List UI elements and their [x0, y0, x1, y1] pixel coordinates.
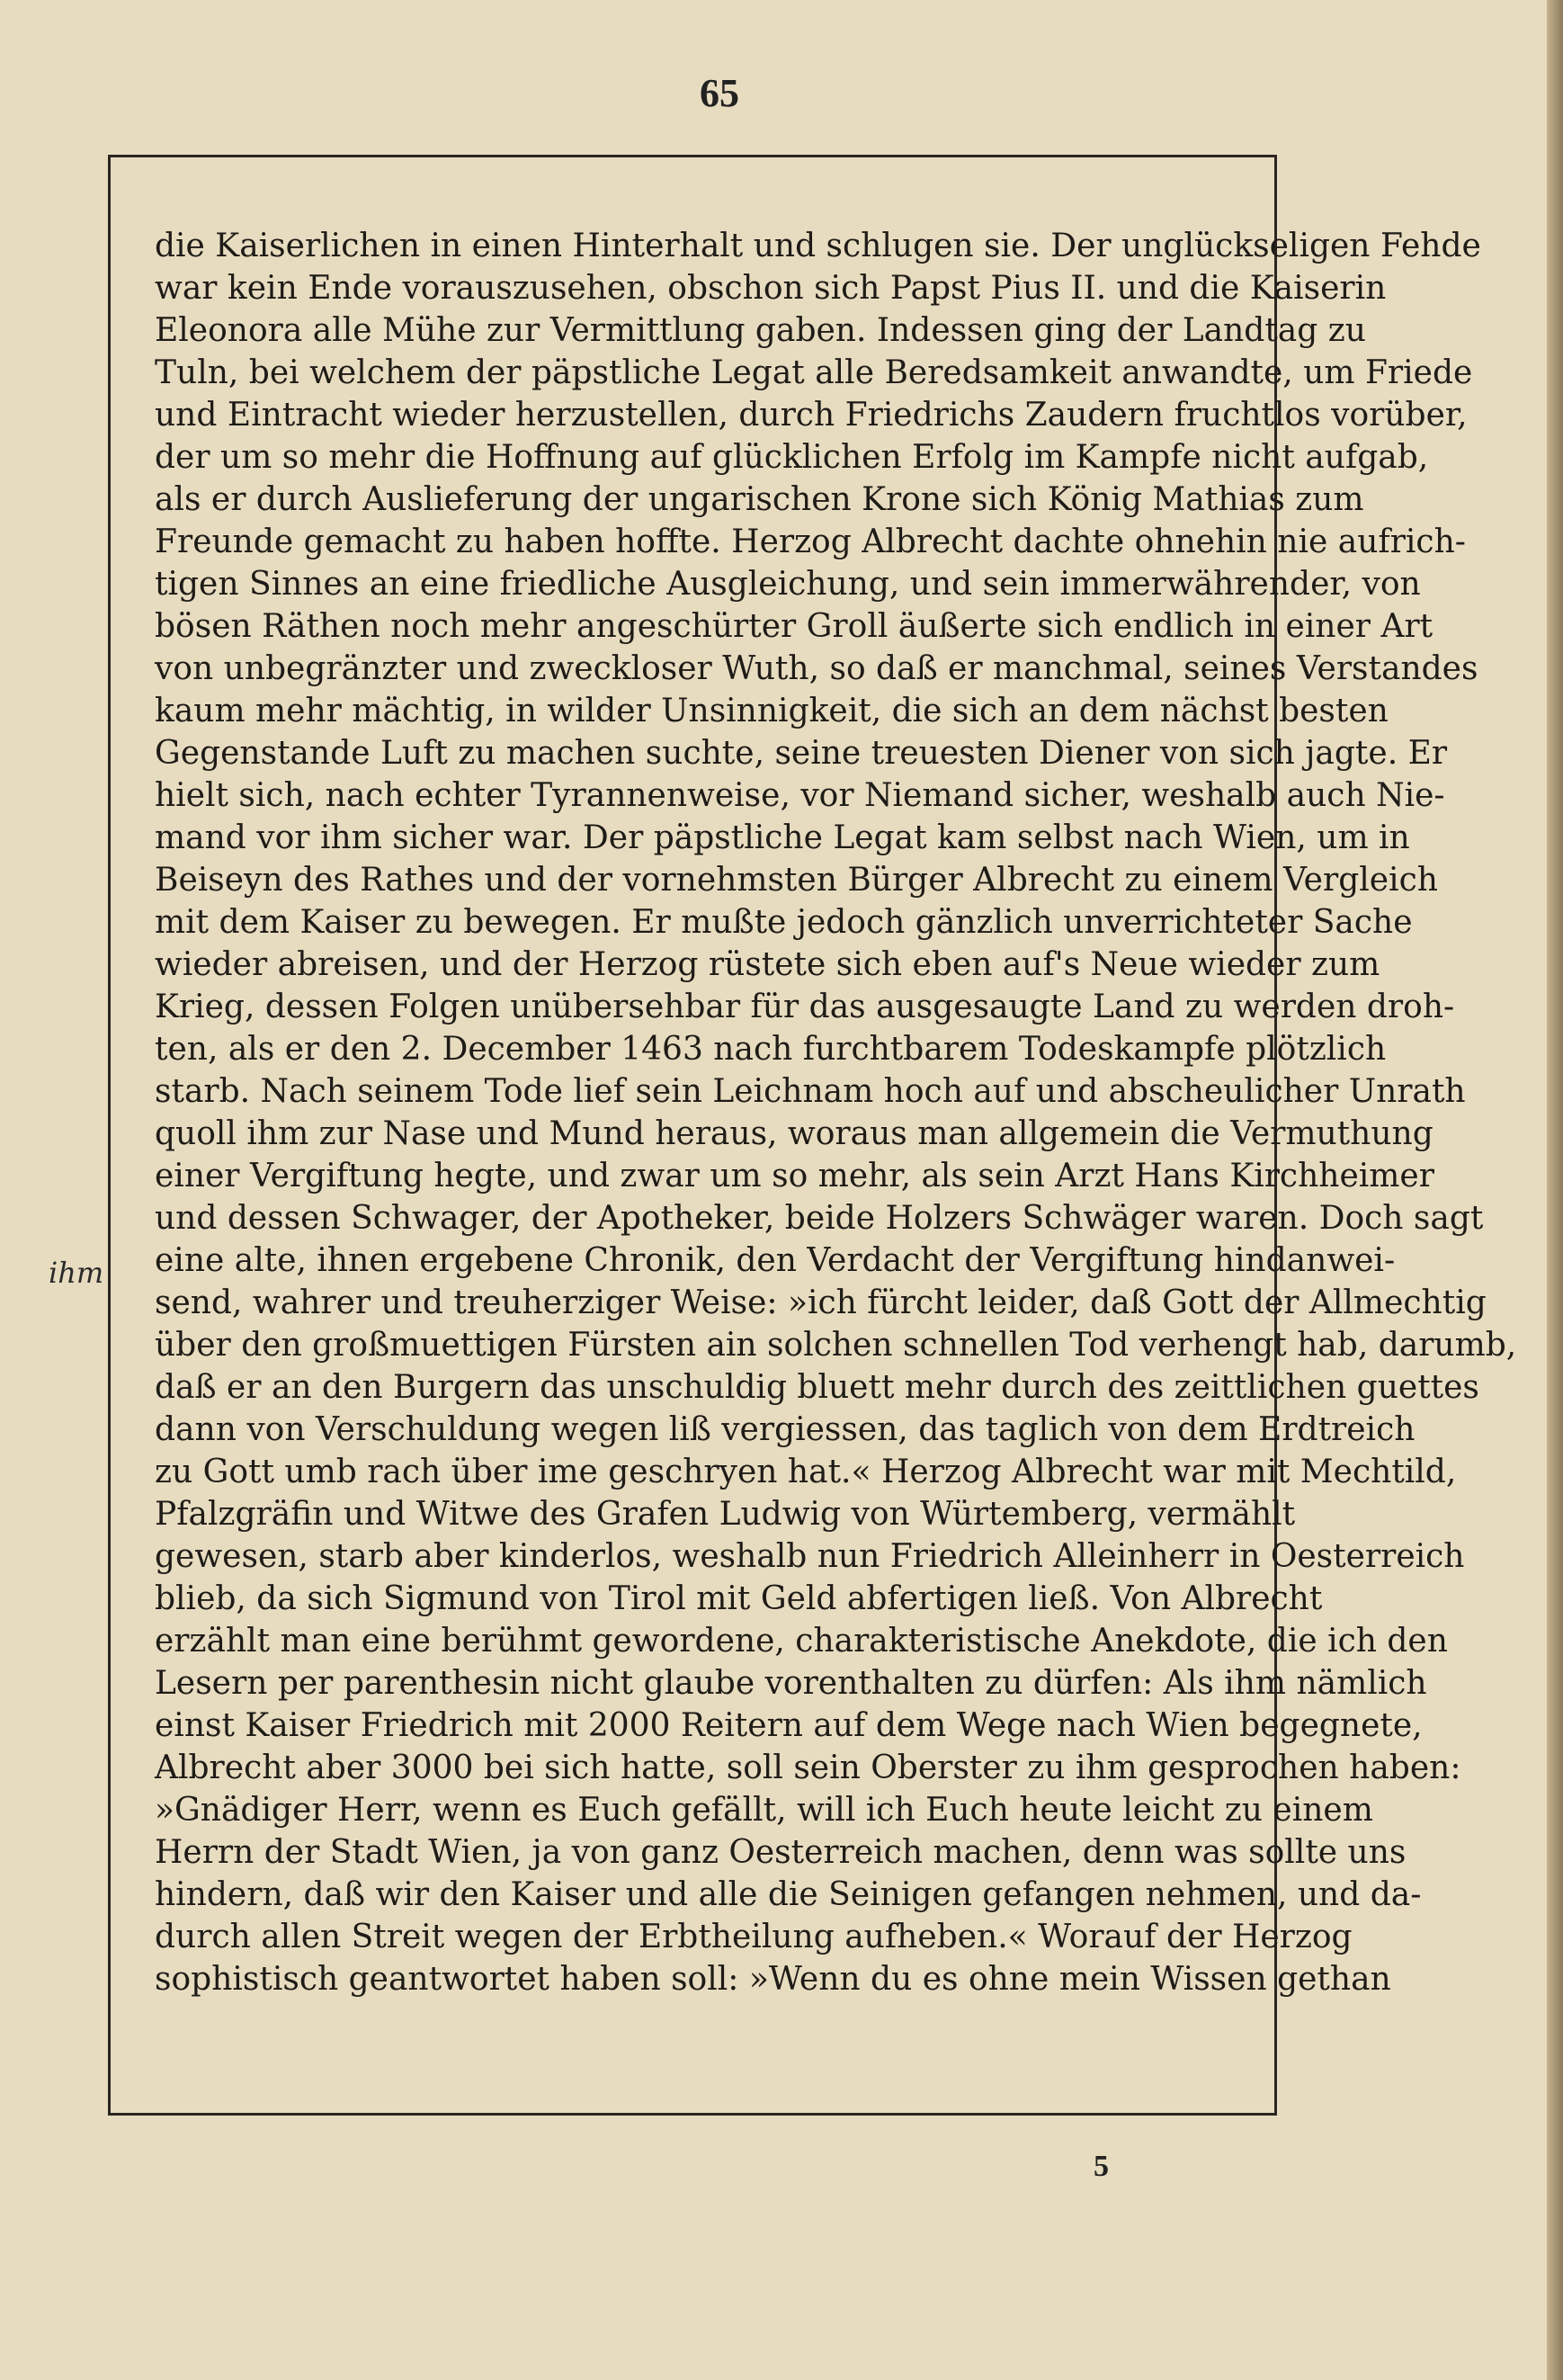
text-line: hindern, daß wir den Kaiser und alle die Seinigen gefangen nehmen, und da- [155, 1876, 1422, 1913]
text-line: »Gnädiger Herr, wenn es Euch gefällt, will ich Euch heute leicht zu einem [155, 1792, 1373, 1829]
text-line: Gegenstande Luft zu machen suchte, seine treuesten Diener von sich jagte. Er [155, 735, 1448, 772]
text-line: bösen Räthen noch mehr angeschürter Groll äußerte sich endlich in einer Art [155, 608, 1433, 645]
text-line: quoll ihm zur Nase und Mund heraus, woraus man allgemein die Vermuthung [155, 1115, 1433, 1152]
text-line: einer Vergiftung hegte, und zwar um so mehr, als sein Arzt Hans Kirchheimer [155, 1158, 1434, 1194]
text-line: Herrn der Stadt Wien, ja von ganz Oesterreich machen, denn was sollte uns [155, 1834, 1407, 1871]
text-line: Lesern per parenthesin nicht glaube vorenthalten zu dürfen: Als ihm nämlich [155, 1665, 1427, 1702]
text-line: der um so mehr die Hoffnung auf glücklichen Erfolg im Kampfe nicht aufgab, [155, 439, 1429, 476]
text-line: sophistisch geantwortet haben soll: »Wenn du es ohne mein Wissen gethan [155, 1961, 1391, 1998]
text-line: zu Gott umb rach über ime geschryen hat.« Herzog Albrecht war mit Mechtild, [155, 1454, 1457, 1490]
text-line: wieder abreisen, und der Herzog rüstete sich eben auf's Neue wieder zum [155, 946, 1380, 983]
text-line: Eleonora alle Mühe zur Vermittlung gaben. Indessen ging der Landtag zu [155, 312, 1366, 349]
text-line: die Kaiserlichen in einen Hinterhalt und schlugen sie. Der unglückseligen Fehde [155, 228, 1481, 264]
text-line: tigen Sinnes an eine friedliche Ausgleichung, und sein immerwährender, von [155, 566, 1421, 603]
text-line: dann von Verschuldung wegen liß vergiessen, das taglich von dem Erdtreich [155, 1411, 1416, 1448]
text-line: erzählt man eine berühmt gewordene, charakteristische Anekdote, die ich den [155, 1623, 1448, 1660]
text-line: durch allen Streit wegen der Erbtheilung aufheben.« Worauf der Herzog [155, 1919, 1353, 1955]
text-line: daß er an den Burgern das unschuldig bluett mehr durch des zeittlichen guettes [155, 1369, 1479, 1406]
text-line: eine alte, ihnen ergebene Chronik, den Verdacht der Vergiftung hindanwei- [155, 1242, 1396, 1279]
text-line: mand vor ihm sicher war. Der päpstliche Legat kam selbst nach Wien, um in [155, 819, 1410, 856]
text-line: Beiseyn des Rathes und der vornehmsten Bürger Albrecht zu einem Vergleich [155, 862, 1438, 899]
text-line: starb. Nach seinem Tode lief sein Leichnam hoch auf und abscheulicher Unrath [155, 1073, 1466, 1110]
text-line: Krieg, dessen Folgen unübersehbar für das ausgesaugte Land zu werden droh- [155, 989, 1455, 1025]
text-line: send, wahrer und treuherziger Weise: »ich fürcht leider, daß Gott der Allmechtig [155, 1284, 1487, 1321]
text-line: kaum mehr mächtig, in wilder Unsinnigkeit, die sich an dem nächst besten [155, 693, 1389, 729]
text-line: von unbegränzter und zweckloser Wuth, so daß er manchmal, seines Verstandes [155, 650, 1478, 687]
marginal-handwritten-note: ihm [49, 1256, 104, 1290]
text-line: hielt sich, nach echter Tyrannenweise, vor Niemand sicher, weshalb auch Nie- [155, 777, 1445, 814]
text-line: war kein Ende vorauszusehen, obschon sich Papst Pius II. und die Kaiserin [155, 270, 1387, 307]
text-line: als er durch Auslieferung der ungarischen Krone sich König Mathias zum [155, 481, 1364, 518]
text-line: Tuln, bei welchem der päpstliche Legat alle Beredsamkeit anwandte, um Friede [155, 354, 1473, 391]
page-number: 65 [700, 71, 739, 115]
text-line: Freunde gemacht zu haben hoffte. Herzog Albrecht dachte ohnehin nie aufrich- [155, 523, 1466, 560]
text-line: mit dem Kaiser zu bewegen. Er mußte jedoch gänzlich unverrichteter Sache [155, 904, 1413, 941]
text-line: und Eintracht wieder herzustellen, durch Friedrichs Zaudern fruchtlos vorüber, [155, 397, 1468, 434]
text-line: einst Kaiser Friedrich mit 2000 Reitern auf dem Wege nach Wien begegnete, [155, 1707, 1423, 1744]
text-line: Albrecht aber 3000 bei sich hatte, soll sein Oberster zu ihm gesprochen haben: [155, 1749, 1461, 1786]
text-line: ten, als er den 2. December 1463 nach furchtbarem Todeskampfe plötzlich [155, 1031, 1387, 1068]
book-spine-edge [1547, 0, 1563, 2380]
signature-mark: 5 [1094, 2150, 1109, 2183]
body-text [155, 225, 1517, 2000]
text-line: Pfalzgräfin und Witwe des Grafen Ludwig von Würtemberg, vermählt [155, 1496, 1296, 1533]
text-line: gewesen, starb aber kinderlos, weshalb nun Friedrich Alleinherr in Oesterreich [155, 1538, 1465, 1575]
text-line: blieb, da sich Sigmund von Tirol mit Geld abfertigen ließ. Von Albrecht [155, 1580, 1323, 1617]
text-line: über den großmuettigen Fürsten ain solchen schnellen Tod verhengt hab, darumb, [155, 1327, 1517, 1364]
text-line: und dessen Schwager, der Apotheker, beide Holzers Schwäger waren. Doch sagt [155, 1200, 1484, 1237]
